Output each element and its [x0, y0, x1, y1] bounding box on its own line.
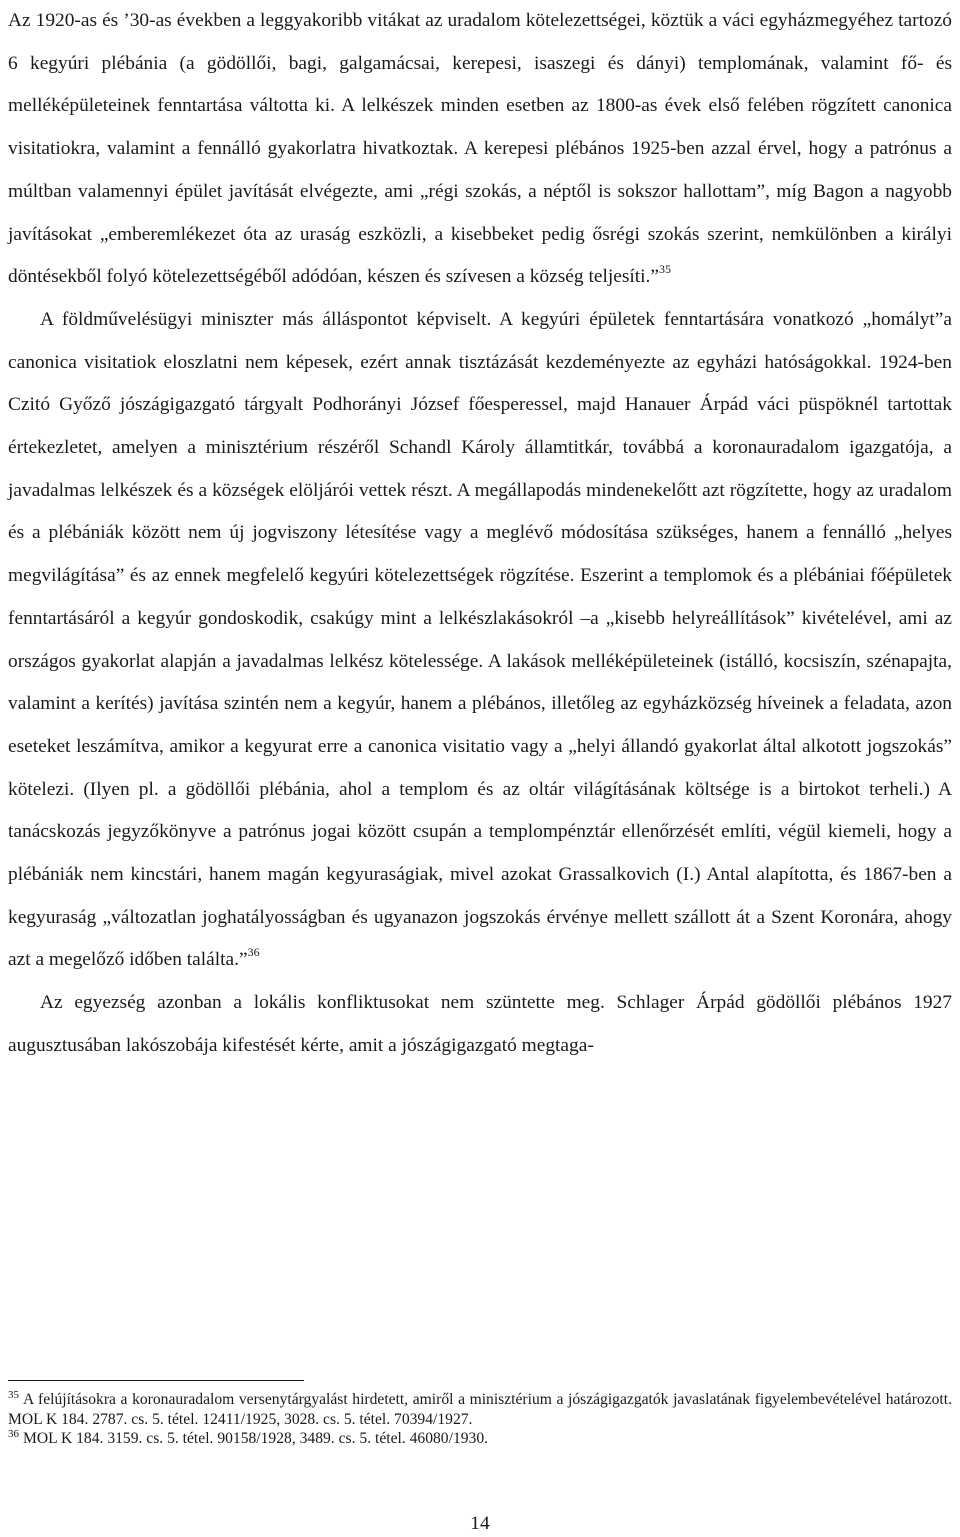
footnote-text: A felújításokra a koronauradalom versenytárgyalást hirdetett, amiről a minisztérium a jószágigazgatók javaslatának figyelembevételével határozott. MOL K 184. 2787. cs. 5. tétel. 12411/1925, 3028. cs. 5. tétel. 70394/1927. — [8, 1391, 952, 1428]
footnote-number: 35 — [8, 1389, 19, 1401]
paragraph-3 — [8, 982, 952, 1067]
body-text — [8, 0, 952, 1068]
paragraph-2 — [8, 299, 952, 982]
footnote-ref-35[interactable]: 35 — [659, 262, 671, 277]
footnote-number: 36 — [8, 1428, 19, 1440]
footnotes — [8, 1390, 952, 1449]
paragraph-1 — [8, 0, 952, 299]
paragraph-1-text: Az 1920-as és ’30-as években a leggyakoribb vitákat az uradalom kötelezettségei, köztük a váci egyházmegyéhez tartozó 6 kegyúri plébánia (a gödöllői, bagi, galgamácsai, kerepesi, isaszegi és dányi) templomának, valamint fő- és melléképületeinek fenntartása váltotta ki. A lelkészek minden esetben az 1800-as évek első felében rögzített canonica visitatiokra, valamint a fennálló gyakorlatra hivatkoztak. A kerepesi plébános 1925-ben azzal érvel, hogy a patrónus a múltban valamennyi épület javítását elvégezte, ami „régi szokás, a néptől is sokszor hallottam”, míg Bagon a nagyobb javításokat „emberemlékezet óta az uraság eszközli, a kisebbeket pedig ősrégi szokás szerint, nemkülönben a királyi döntésekből folyó kötelezettségéből adódóan, készen és szívesen a község teljesíti.” — [8, 10, 952, 288]
footnote-35 — [8, 1390, 952, 1429]
paragraph-3-text: Az egyezség azonban a lokális konfliktusokat nem szüntette meg. Schlager Árpád gödöllői plébános 1927 augusztusában lakószobája kifestését kérte, amit a jószágigazgató megtaga- — [8, 992, 952, 1056]
footnote-36 — [8, 1429, 952, 1449]
page-number: 14 — [470, 1513, 490, 1534]
footnote-ref-36[interactable]: 36 — [247, 945, 260, 960]
paragraph-2-text: A földművelésügyi miniszter más álláspontot képviselt. A kegyúri épületek fenntartására vonatkozó „homályt”a canonica visitatiok eloszlatni nem képesek, ezért annak tisztázását kezdeményezte az egyházi hatóságokkal. 1924-ben Czitó Győző jószágigazgató tárgyalt Podhorányi József főesperessel, majd Hanauer Árpád váci püspöknél tartottak értekezletet, amelyen a minisztérium részéről Schandl Károly államtitkár, továbbá a koronauradalom igazgatója, a javadalmas lelkészek és a községek elöljárói vettek részt. A megállapodás mindenekelőtt azt rögzítette, hogy az uradalom és a plébániák között nem új jogviszony létesítése vagy a meglévő módosítása szükséges, hanem a fennálló „helyes megvilágítása” és az ennek megfelelő kegyúri kötelezettségek rögzítése. Eszerint a templomok és a plébániai főépületek fenntartásáról a kegyúr gondoskodik, csakúgy mint a lelkészlakásokról –a „kisebb helyreállítások” kivételével, ami az országos gyakorlat alapján a javadalmas lelkész kötelessége. A lakások melléképületeinek (istálló, kocsiszín, szénapajta, valamint a kerítés) javítása szintén nem a kegyúr, hanem a plébános, illetőleg az egyházközség híveinek a feladata, azon eseteket leszámítva, amikor a kegyurat erre a canonica visitatio vagy a „helyi állandó gyakorlat által alkotott jogszokás” kötelezi. (Ilyen pl. a gödöllői plébánia, ahol a templom és az oltár világításának költsége is a birtokot terheli.) A tanácskozás jegyzőkönyve a patrónus jogai között csupán a templompénztár ellenőrzését említi, végül kiemeli, hogy a plébániák nem kincstári, hanem magán kegyuraságiak, mivel azokat Grassalkovich (I.) Antal alapította, és 1867-ben a kegyuraság „változatlan joghatályosságban és ugyanazon jogszokás érvénye mellett szállott át a Szent Koronára, ahogy azt a megelőző időben találta.” — [8, 308, 952, 971]
footnote-text: MOL K 184. 3159. cs. 5. tétel. 90158/1928, 3489. cs. 5. tétel. 46080/1930. — [23, 1430, 489, 1447]
footnote-separator — [8, 1380, 304, 1381]
